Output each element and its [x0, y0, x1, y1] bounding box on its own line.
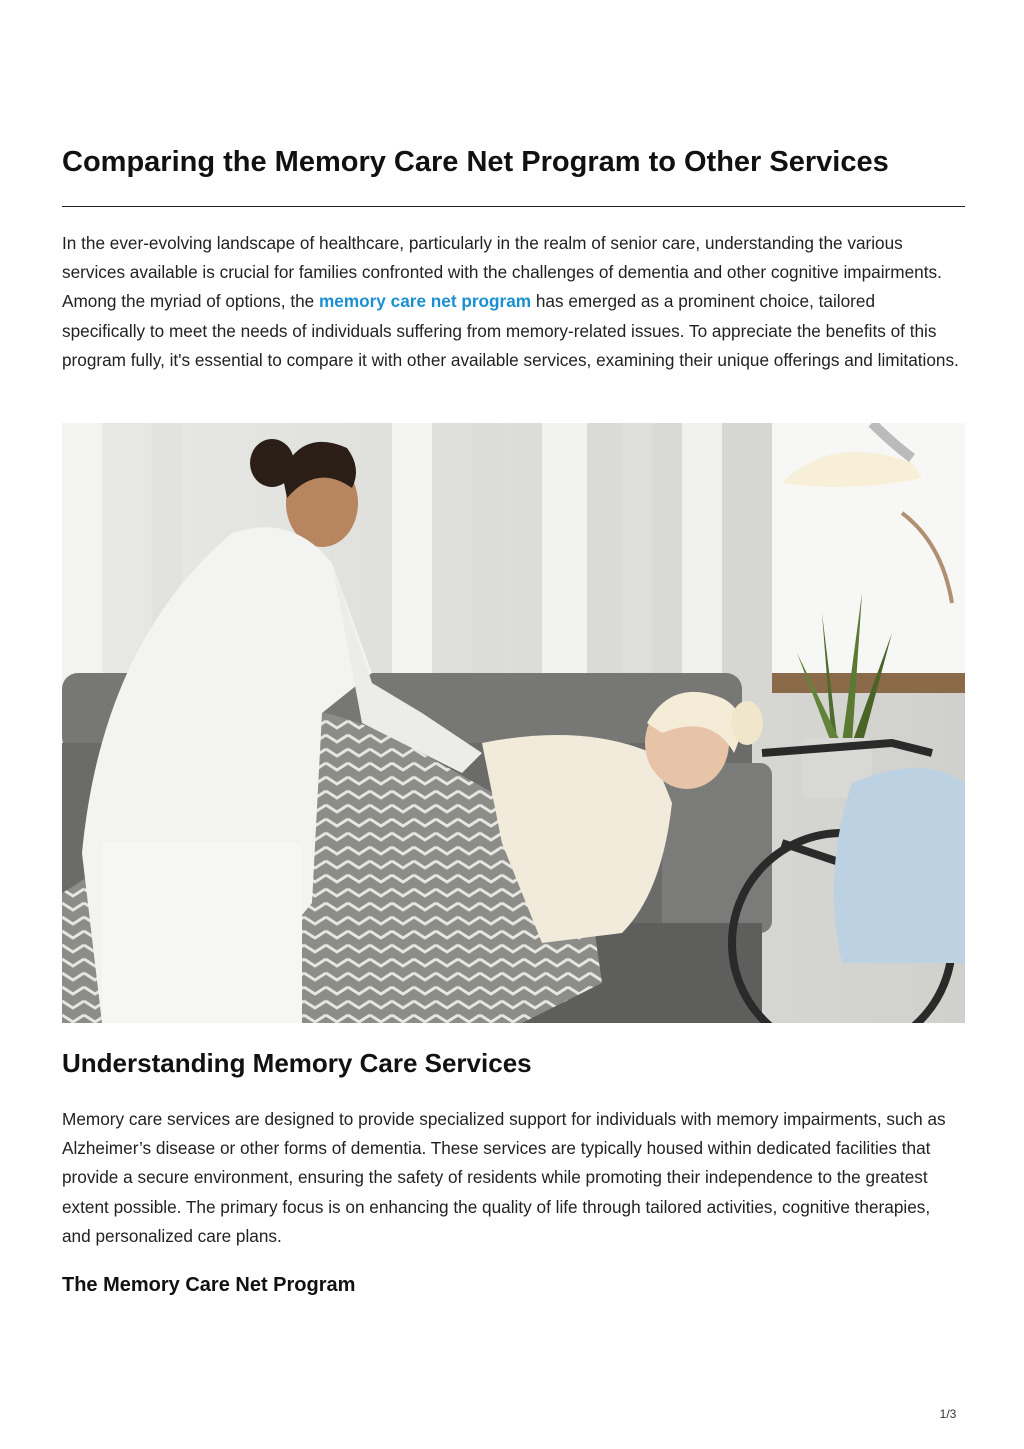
intro-text-start: In the ever-evolving landscape of healthcare, particularly in the realm of senior care, understanding the various services available is crucial for families confronted with the challenges of dementia and other cognitive impairments. Among the myriad of options, the	[62, 233, 942, 312]
light-blue-blanket	[834, 768, 965, 963]
section-heading-memory-care-net-program: The Memory Care Net Program	[62, 1274, 356, 1296]
intro-text-end: has emerged as a prominent choice, tailored specifically to meet the needs of individuals suffering from memory-related issues. To appreciate the benefits of this program fully, it's essential to compare it with other available services, examining their unique offerings and limitations.	[62, 291, 959, 370]
memory-care-net-program-link[interactable]: memory care net program	[319, 291, 532, 312]
page-number: 1/3	[939, 1407, 957, 1421]
intro-paragraph	[62, 229, 962, 375]
caregiver-photo	[62, 423, 965, 1023]
section-heading-memory-care-services: Understanding Memory Care Services	[62, 1048, 532, 1078]
memory-care-services-paragraph: Memory care services are designed to provide specialized support for individuals with memory impairments, such as Alzheimer’s disease or other forms of dementia. These services are typically housed within dedicated facilities that provide a secure environment, ensuring the safety of residents while promoting their independence to the greatest extent possible. The primary focus is on enhancing the quality of life through tailored activities, cognitive therapies, and personalized care plans.	[62, 1109, 946, 1246]
title-divider	[62, 206, 965, 207]
page-title: Comparing the Memory Care Net Program to Other Services	[62, 146, 889, 178]
